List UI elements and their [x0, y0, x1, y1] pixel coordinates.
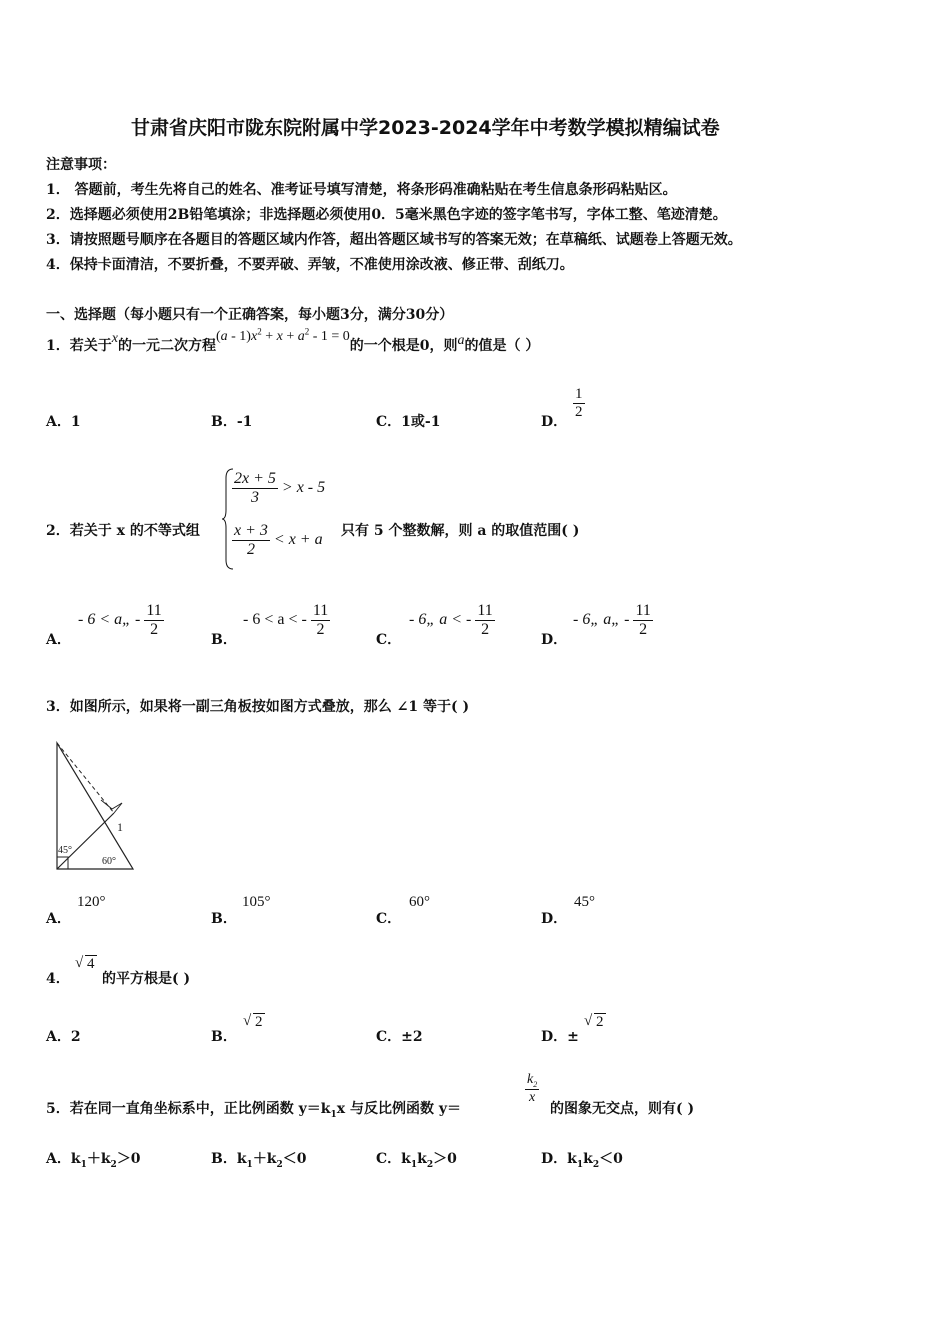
- q1-text-3: 的一个根是0，则: [349, 338, 458, 354]
- q3-option-a[interactable]: 120°: [77, 894, 106, 910]
- q4-option-c[interactable]: C．±2: [376, 1029, 423, 1045]
- q1-equation: $(a - 1)x^2 + x + a^2 - 1 = 0$: [215, 326, 350, 344]
- note-item-3: 3．请按照题号顺序在各题目的答题区域内作答，超出答题区域书写的答案无效；在草稿纸、试题卷上答题无效。: [46, 232, 742, 248]
- q4-text: 的平方根是( ): [102, 971, 191, 987]
- question-1: [46, 326, 540, 355]
- q1-var-a: a: [457, 333, 465, 348]
- q5-option-a[interactable]: A．$k_1+k_2>0$: [46, 1151, 141, 1170]
- q1-option-d-fraction: $\frac{1}{2}$: [575, 386, 583, 420]
- q5-option-b[interactable]: B．$k_1+k_2<0$: [211, 1151, 307, 1170]
- q2-text-1: 2．若关于 x 的不等式组: [46, 523, 200, 539]
- q5-option-d[interactable]: D．$k_1k_2<0$: [541, 1151, 623, 1170]
- q1-text-4: 的值是（ ）: [464, 338, 540, 354]
- q4-option-d-label[interactable]: D．±: [541, 1029, 579, 1045]
- section-heading: 一、选择题（每小题只有一个正确答案，每小题3分，满分30分）: [46, 307, 454, 323]
- q3-option-c-label[interactable]: C．: [376, 911, 402, 927]
- q3-angle-1: 1: [117, 820, 123, 834]
- q5-option-c[interactable]: C．$k_1k_2>0$: [376, 1151, 457, 1170]
- q4-option-b-label[interactable]: B．: [211, 1029, 237, 1045]
- q1-var-x: x: [111, 331, 118, 346]
- q1-option-c[interactable]: C．1或-1: [376, 414, 441, 430]
- q1-text-2: 的一元二次方程: [117, 338, 216, 354]
- q3-angle-45: 45°: [58, 845, 72, 856]
- q3-option-a-label[interactable]: A．: [46, 911, 71, 927]
- q1-option-d[interactable]: D．: [541, 414, 568, 430]
- q3-option-d[interactable]: 45°: [574, 894, 595, 910]
- q1-option-a[interactable]: A．1: [46, 414, 81, 430]
- q3-triangle-figure: [46, 738, 138, 874]
- q2-text-2: 只有 5 个整数解，则 a 的取值范围( ): [341, 523, 580, 539]
- q2-option-c-label[interactable]: C．: [376, 632, 402, 648]
- q4-radical: √ 4: [75, 955, 95, 972]
- q4-number: 4．: [46, 971, 70, 987]
- q2-option-b-label[interactable]: B．: [211, 632, 237, 648]
- q3-option-b-label[interactable]: B．: [211, 911, 237, 927]
- q3-angle-60: 60°: [102, 856, 116, 867]
- page-title: 甘肃省庆阳市陇东院附属中学2023-2024学年中考数学模拟精编试卷: [131, 117, 720, 139]
- q3-option-d-label[interactable]: D．: [541, 911, 568, 927]
- notes-heading: 注意事项：: [46, 157, 116, 173]
- note-item-2: 2．选择题必须使用2B铅笔填涂；非选择题必须使用0．5毫米黑色字迹的签字笔书写，字体工整、笔迹清楚。: [46, 207, 727, 223]
- q3-option-c[interactable]: 60°: [409, 894, 430, 910]
- q2-option-a-label[interactable]: A．: [46, 632, 71, 648]
- q5-text-2: 的图象无交点，则有( ): [550, 1101, 695, 1117]
- q2-option-d-label[interactable]: D．: [541, 632, 568, 648]
- q2-option-c[interactable]: - 6„ a < - $\frac{11}{2}$: [409, 602, 493, 638]
- question-5: 5．若在同一直角坐标系中，正比例函数 $y=k_1x$ 与反比例函数 y＝: [46, 1101, 461, 1120]
- q1-text-1: 1．若关于: [46, 338, 112, 354]
- q2-inequality-2: $\frac{x + 3}{2}$ < x + a: [234, 522, 323, 558]
- q1-option-b[interactable]: B．-1: [211, 414, 253, 430]
- q3-option-b[interactable]: 105°: [242, 894, 271, 910]
- q2-inequality-1: $\frac{2x + 5}{3}$ > x - 5: [234, 470, 326, 506]
- q5-fraction: $\frac{k_2}{x}$: [527, 1072, 538, 1105]
- note-item-4: 4．保持卡面清洁，不要折叠，不要弄破、弄皱，不准使用涂改液、修正带、刮纸刀。: [46, 257, 574, 273]
- q4-option-b[interactable]: √ 2: [243, 1013, 263, 1030]
- q2-option-b[interactable]: - 6 < a < - $\frac{11}{2}$: [243, 602, 329, 638]
- q4-option-a[interactable]: A．2: [46, 1029, 81, 1045]
- q4-option-d[interactable]: √ 2: [584, 1013, 604, 1030]
- q2-option-a[interactable]: - 6 < a„ - $\frac{11}{2}$: [78, 602, 162, 638]
- question-3: 3．如图所示，如果将一副三角板按如图方式叠放，那么 ∠1 等于( ): [46, 699, 470, 715]
- q2-option-d[interactable]: - 6„ a„ - $\frac{11}{2}$: [573, 602, 651, 638]
- note-item-1: 1． 答题前，考生先将自己的姓名、准考证号填写清楚，将条形码准确粘贴在考生信息条形码粘贴区。: [46, 182, 677, 198]
